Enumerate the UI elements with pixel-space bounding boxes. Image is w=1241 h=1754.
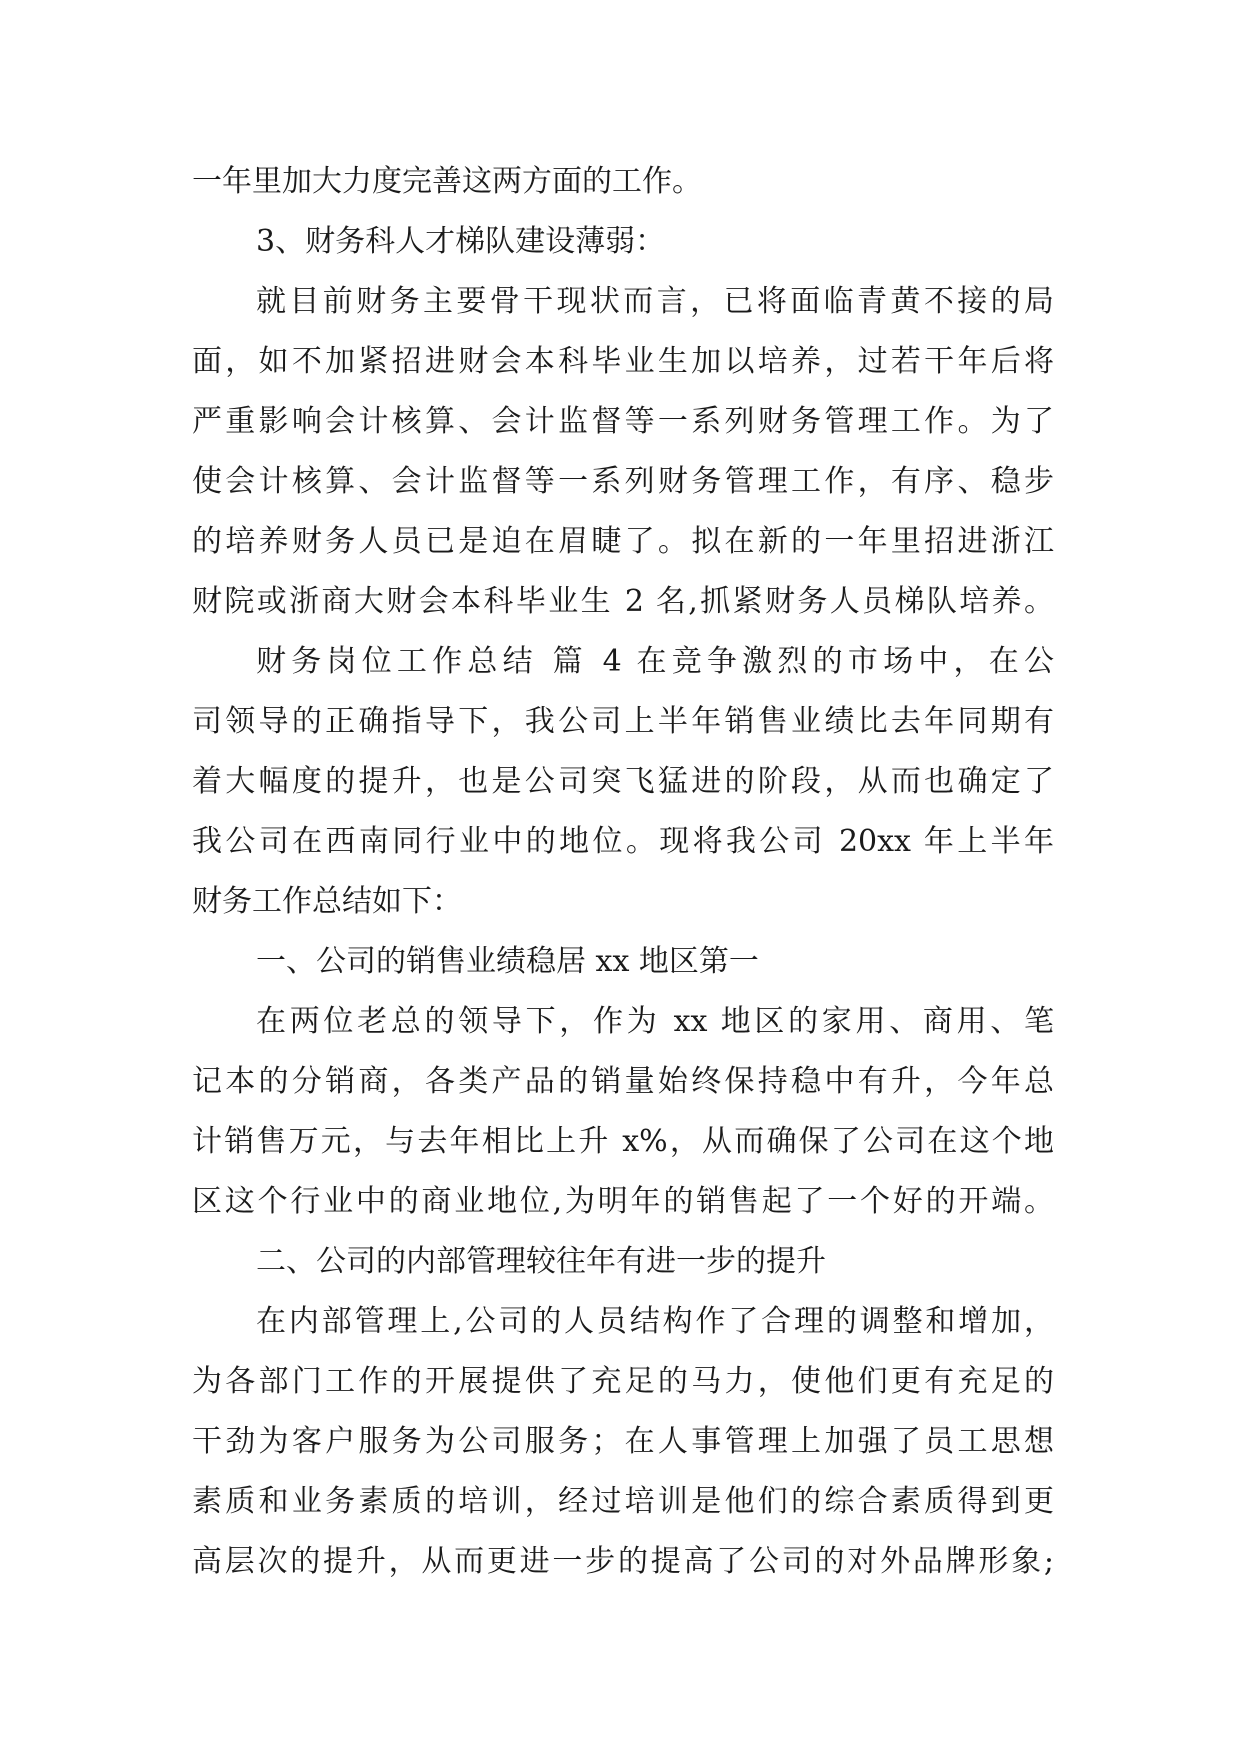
text-line: 我公司在西南同行业中的地位。现将我公司 20xx 年上半年: [192, 824, 1054, 859]
text-line: 就目前财务主要骨干现状而言，已将面临青黄不接的局: [256, 284, 1054, 319]
section-heading: 二、公司的内部管理较往年有进一步的提升: [256, 1244, 826, 1279]
text-line: 司领导的正确指导下，我公司上半年销售业绩比去年同期有: [192, 704, 1054, 739]
text-line: 在内部管理上,公司的人员结构作了合理的调整和增加，: [256, 1304, 1054, 1339]
text-line: 的培养财务人员已是迫在眉睫了。拟在新的一年里招进浙江: [192, 524, 1054, 559]
text-line: 计销售万元，与去年相比上升 x%，从而确保了公司在这个地: [192, 1124, 1054, 1159]
text-line: 使会计核算、会计监督等一系列财务管理工作，有序、稳步: [192, 464, 1054, 499]
text-line: 干劲为客户服务为公司服务；在人事管理上加强了员工思想: [192, 1424, 1054, 1459]
text-line: 为各部门工作的开展提供了充足的马力，使他们更有充足的: [192, 1364, 1054, 1399]
text-line: 区这个行业中的商业地位,为明年的销售起了一个好的开端。: [192, 1184, 1054, 1219]
text-line: 高层次的提升，从而更进一步的提高了公司的对外品牌形象;: [192, 1544, 1054, 1579]
text-line: 财务工作总结如下：: [192, 884, 462, 919]
text-line: 一年里加大力度完善这两方面的工作。: [192, 164, 702, 199]
text-line: 记本的分销商，各类产品的销量始终保持稳中有升，今年总: [192, 1064, 1054, 1099]
text-line: 素质和业务素质的培训，经过培训是他们的综合素质得到更: [192, 1484, 1054, 1519]
text-line: 着大幅度的提升，也是公司突飞猛进的阶段，从而也确定了: [192, 764, 1054, 799]
text-line: 财务岗位工作总结 篇 4 在竞争激烈的市场中，在公: [256, 644, 1054, 679]
document-body: [192, 152, 1054, 1592]
text-line: 面，如不加紧招进财会本科毕业生加以培养，过若干年后将: [192, 344, 1054, 379]
text-line: 3、财务科人才梯队建设薄弱：: [256, 224, 666, 259]
text-line: 财院或浙商大财会本科毕业生 2 名,抓紧财务人员梯队培养。: [192, 584, 1054, 619]
section-heading: 一、公司的销售业绩稳居 xx 地区第一: [256, 944, 759, 979]
text-line: 在两位老总的领导下，作为 xx 地区的家用、商用、笔: [256, 1004, 1054, 1039]
text-line: 严重影响会计核算、会计监督等一系列财务管理工作。为了: [192, 404, 1054, 439]
